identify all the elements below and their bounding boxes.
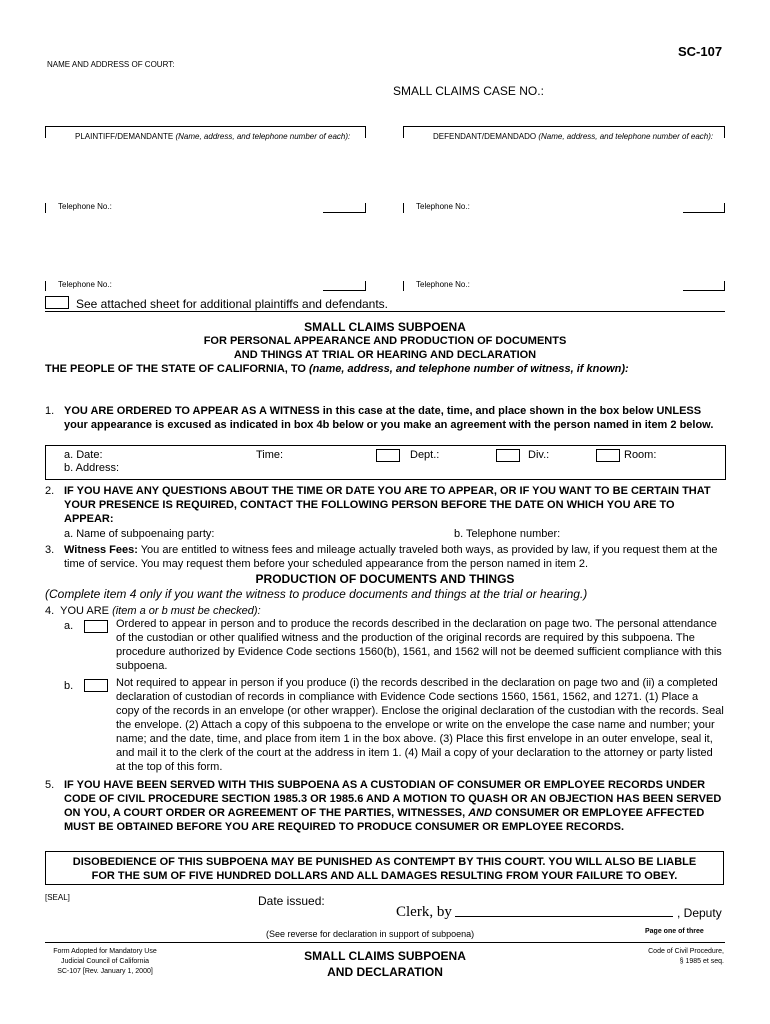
telephone-number-label: b. Telephone number:	[454, 528, 561, 540]
footer-left: Form Adopted for Mandatory Use Judicial Council of California SC-107 [Rev. January 1, 2000]	[53, 948, 157, 975]
item-4b-checkbox[interactable]	[84, 679, 108, 692]
title-line-1: SMALL CLAIMS SUBPOENA	[304, 320, 466, 334]
defendant-label: DEFENDANT/DEMANDADO (Name, address, and telephone number of each):	[433, 132, 714, 141]
title-line-3: AND THINGS AT TRIAL OR HEARING AND DECLARATION	[233, 349, 537, 361]
item-4a-label: a.	[64, 620, 74, 632]
attached-sheet-text: See attached sheet for additional plaintiffs and defendants.	[76, 297, 389, 311]
div-label: Div.:	[528, 449, 550, 461]
room-label: Room:	[624, 449, 657, 461]
defendant-telephone-label: Telephone No.:	[416, 202, 470, 211]
production-heading: PRODUCTION OF DOCUMENTS AND THINGS	[255, 572, 515, 586]
production-note: (Complete item 4 only if you want the witness to produce documents and things at the trial or hearing.)	[45, 587, 588, 601]
date-issued-label: Date issued:	[258, 894, 325, 908]
defendant-telephone-line-2[interactable]	[683, 290, 725, 291]
footer-right: Code of Civil Procedure, § 1985 et seq.	[648, 948, 724, 965]
item-1: 1. YOU ARE ORDERED TO APPEAR AS A WITNESS in this case at the date, time, and place shown in the box below UNLESS your appearance is excused as indicated in box 4b below or you make an agreement with the person named in item 2 below.	[45, 405, 714, 431]
plaintiff-label: PLAINTIFF/DEMANDANTE (Name, address, and telephone number of each):	[75, 132, 351, 141]
item-3: 3. Witness Fees: You are entitled to witness fees and mileage actually traveled both ways, as provided by law, if you request them at the time of service. You may request them before your scheduled appearance from the person named in item 2.	[45, 544, 718, 570]
seal-label: [SEAL]	[45, 893, 70, 902]
item-4a-checkbox[interactable]	[84, 620, 108, 633]
warning-line-2: FOR THE SUM OF FIVE HUNDRED DOLLARS AND ALL DAMAGES RESULTING FROM YOUR FAILURE TO OBEY.	[91, 870, 678, 882]
dept-label: Dept.:	[410, 449, 440, 461]
subpoenaing-party-label: a. Name of subpoenaing party:	[64, 528, 215, 540]
reverse-note: (See reverse for declaration in support of subpoena)	[266, 929, 475, 939]
court-label: NAME AND ADDRESS OF COURT:	[47, 60, 175, 69]
item-4b-label: b.	[64, 680, 74, 692]
plaintiff-telephone-label: Telephone No.:	[58, 202, 112, 211]
people-line: THE PEOPLE OF THE STATE OF CALIFORNIA, TO (name, address, and telephone number of witness, if known):	[45, 363, 629, 375]
div-box[interactable]	[496, 449, 520, 462]
plaintiff-telephone-label-2: Telephone No.:	[58, 280, 112, 289]
item-4-lead: 4. YOU ARE (item a or b must be checked):	[45, 605, 261, 617]
item-4a-text: Ordered to appear in person and to produce the records described in the declaration on page two. The personal attendance of the custodian or other qualified witness and the production of the original records are required by this subpoena. The procedure authorized by Evidence Code sections 1560(b), 1561, and 1562 will not be deemed sufficient compliance with this subpoena.	[116, 618, 722, 672]
form-id: SC-107	[678, 44, 723, 59]
case-no-label: SMALL CLAIMS CASE NO.:	[393, 84, 544, 98]
warning-line-1: DISOBEDIENCE OF THIS SUBPOENA MAY BE PUNISHED AS CONTEMPT BY THIS COURT. YOU WILL ALSO BE LIABLE	[72, 856, 697, 868]
clerk-label: Clerk, by	[396, 904, 452, 920]
deputy-label: , Deputy	[677, 906, 722, 920]
title-line-2: FOR PERSONAL APPEARANCE AND PRODUCTION OF DOCUMENTS	[203, 335, 567, 347]
divider	[45, 126, 365, 127]
room-box[interactable]	[596, 449, 620, 462]
time-label: Time:	[256, 449, 284, 461]
divider	[45, 942, 725, 943]
date-label: a. Date:	[64, 449, 103, 461]
footer-title: SMALL CLAIMS SUBPOENA AND DECLARATION	[304, 949, 466, 979]
dept-box[interactable]	[376, 449, 400, 462]
clerk-signature-line[interactable]	[455, 916, 673, 917]
defendant-telephone-line[interactable]	[683, 212, 725, 213]
plaintiff-telephone-line[interactable]	[323, 212, 365, 213]
attached-sheet-checkbox[interactable]	[45, 296, 69, 309]
address-label: b. Address:	[64, 462, 120, 474]
plaintiff-telephone-line-2[interactable]	[323, 290, 365, 291]
item-2: 2. IF YOU HAVE ANY QUESTIONS ABOUT THE TIME OR DATE YOU ARE TO APPEAR, OR IF YOU WANT TO BE CERTAIN THAT YOUR PRESENCE IS REQUIRED, CONTACT THE FOLLOWING PERSON BEFORE THE DATE ON WHICH YOU ARE TO APPEAR:	[45, 485, 711, 525]
divider	[45, 311, 725, 312]
item-4b-text: Not required to appear in person if you produce (i) the records described in the declaration on page two and (ii) a completed declaration of custodian of records in compliance with Evidence Code sections 1560, 1561, 1562, and 1271. (1) Place a copy of the records in an envelope (or other wrapper). Enclose the original declaration of the custodian with the records. Seal the envelope. (2) Attach a copy of this subpoena to the envelope or write on the envelope the case name and number; your name; and the date, time, and place from item 1 in the box above. (3) Place this first envelope in an outer envelope, seal it, and mail it to the clerk of the court at the address in item 1. (4) Mail a copy of your declaration to the attorney or party listed at the top of this form.	[116, 677, 724, 773]
defendant-telephone-label-2: Telephone No.:	[416, 280, 470, 289]
page-indicator: Page one of three	[645, 928, 704, 935]
warning-box	[45, 851, 724, 885]
item-5: 5. IF YOU HAVE BEEN SERVED WITH THIS SUBPOENA AS A CUSTODIAN OF CONSUMER OR EMPLOYEE RECORDS UNDER CODE OF CIVIL PROCEDURE SECTION 1985.3 OR 1985.6 AND A MOTION TO QUASH OR AN OBJECTION HAS BEEN SERVED ON YOU, A COURT ORDER OR AGREEMENT OF THE PARTIES, WITNESSES, AND CONSUMER OR EMPLOYEE AFFECTED MUST BE OBTAINED BEFORE YOU ARE REQUIRED TO PRODUCE CONSUMER OR EMPLOYEE RECORDS.	[45, 779, 722, 833]
